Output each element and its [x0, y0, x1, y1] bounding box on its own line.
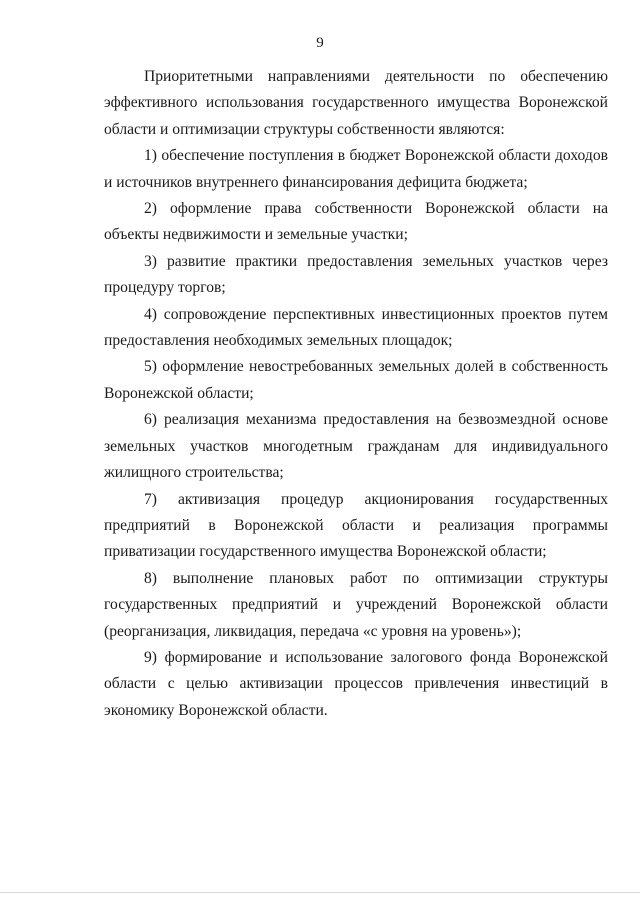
list-item-4: 4) сопровождение перспективных инвестиционных проектов путем предоставления необходимых земельных площадок;: [104, 305, 608, 350]
list-item-5: 5) оформление невостребованных земельных долей в собственность Воронежской области;: [104, 358, 608, 402]
document-body: [104, 64, 608, 724]
intro-paragraph: Приоритетными направлениями деятельности по обеспечению эффективного использования государственного имущества Воронежской области и оптимизации структуры собственности являются:: [104, 68, 608, 138]
list-item-3: 3) развитие практики предоставления земельных участков через процедуру торгов;: [104, 252, 608, 297]
list-item-2: 2) оформление права собственности Воронежской области на объекты недвижимости и земельные участки;: [104, 200, 608, 244]
page-number: 9: [316, 35, 324, 51]
page-bottom-divider: [0, 892, 640, 893]
list-item-6: 6) реализация механизма предоставления на безвозмездной основе земельных участков многодетным гражданам для индивидуального жилищного строительства;: [104, 411, 608, 482]
list-item-7: 7) активизация процедур акционирования государственных предприятий в Воронежской области и реализация программы приватизации государственного имущества Воронежской области;: [104, 490, 608, 561]
list-item-8: 8) выполнение плановых работ по оптимизации структуры государственных предприятий и учреждений Воронежской области (реорганизация, ликвидация, передача «с уровня на уровень»);: [104, 569, 608, 640]
list-item-9: 9) формирование и использование залогового фонда Воронежской области с целью активизации процессов привлечения инвестиций в экономику Воронежской области.: [104, 648, 608, 719]
list-item-1: 1) обеспечение поступления в бюджет Воронежской области доходов и источников внутреннего финансирования дефицита бюджета;: [104, 147, 608, 191]
